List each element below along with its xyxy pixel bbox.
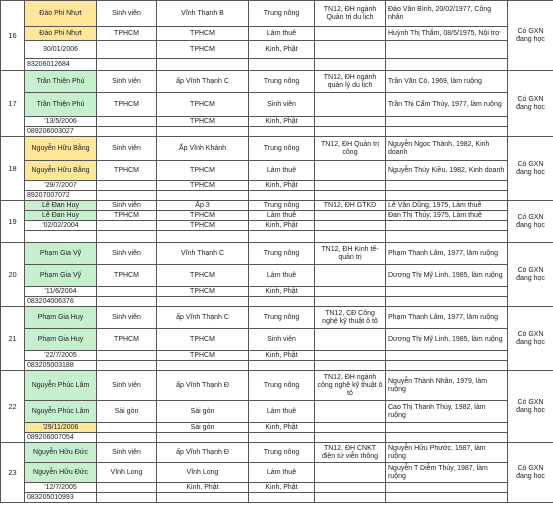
row-number-cell[interactable]: 16 <box>1 1 25 71</box>
gxn-status-cell[interactable]: Có GXN đang học <box>508 307 553 371</box>
table-row <box>1 71 553 93</box>
education-cell[interactable] <box>315 161 386 181</box>
role-cell[interactable] <box>97 433 157 443</box>
gxn-status-cell[interactable]: Có GXN đang học <box>508 137 553 201</box>
place-cell[interactable]: ấp Vĩnh Thạnh C <box>157 71 249 93</box>
relative-cell[interactable] <box>386 191 508 201</box>
name-cell[interactable]: 089206003027 <box>25 127 97 137</box>
relative-cell[interactable] <box>386 287 508 297</box>
table-row <box>1 211 553 221</box>
relative-cell[interactable]: Nguyễn T Diễm Thúy, 1987, làm ruộng <box>386 463 508 483</box>
gxn-status-cell[interactable]: Có GXN đang học <box>508 371 553 443</box>
relative-cell[interactable] <box>386 221 508 231</box>
job-cell[interactable]: Sinh viên <box>249 93 315 117</box>
place-cell[interactable] <box>157 231 249 243</box>
relative-cell[interactable]: Trần Văn Cò, 1969, làm ruộng <box>386 71 508 93</box>
table-row <box>1 117 553 127</box>
education-cell[interactable] <box>315 329 386 351</box>
table-row <box>1 493 553 503</box>
table-row <box>1 27 553 41</box>
place-cell[interactable]: TPHCM <box>157 351 249 361</box>
name-cell[interactable]: Lê Đan Huy <box>25 201 97 211</box>
name-cell[interactable]: Nguyễn Phúc Lâm <box>25 401 97 423</box>
place-cell[interactable]: TPHCM <box>157 27 249 41</box>
table-row <box>1 433 553 443</box>
role-cell[interactable] <box>97 117 157 127</box>
name-cell[interactable]: Trần Thiện Phú <box>25 71 97 93</box>
role-cell[interactable]: Sinh viên <box>97 371 157 401</box>
job-cell[interactable]: Trung nông <box>249 137 315 161</box>
name-cell[interactable]: 083205010993 <box>25 493 97 503</box>
education-cell[interactable]: TN12, ĐH Quản trị công <box>315 137 386 161</box>
table-row <box>1 307 553 329</box>
relative-cell[interactable]: Nguyễn Thành Nhân, 1979, làm ruộng <box>386 371 508 401</box>
table-row <box>1 191 553 201</box>
table-row <box>1 231 553 243</box>
name-cell[interactable]: 30/01/2006 <box>25 41 97 59</box>
role-cell[interactable] <box>97 127 157 137</box>
table-row <box>1 351 553 361</box>
education-cell[interactable] <box>315 127 386 137</box>
relative-cell[interactable]: Nguyễn Thúy Kiều, 1982, Kinh doanh <box>386 161 508 181</box>
table-row <box>1 371 553 401</box>
gxn-status-cell[interactable]: Có GXN đang học <box>508 71 553 137</box>
role-cell[interactable] <box>97 287 157 297</box>
place-cell[interactable]: TPHCM <box>157 221 249 231</box>
relative-cell[interactable] <box>386 297 508 307</box>
relative-cell[interactable]: Đan Thị Thúy, 1975, Làm thuê <box>386 211 508 221</box>
relative-cell[interactable] <box>386 231 508 243</box>
table-row <box>1 161 553 181</box>
relative-cell[interactable]: Nguyễn Hữu Phước, 1987, làm ruộng <box>386 443 508 463</box>
name-cell[interactable]: Phạm Gia Vỹ <box>25 243 97 265</box>
name-cell[interactable]: '22/7/2005 <box>25 351 97 361</box>
role-cell[interactable] <box>97 59 157 71</box>
job-cell[interactable]: Trung nông <box>249 1 315 27</box>
role-cell[interactable]: Vĩnh Long <box>97 463 157 483</box>
role-cell[interactable]: TPHCM <box>97 93 157 117</box>
education-cell[interactable] <box>315 231 386 243</box>
education-cell[interactable] <box>315 433 386 443</box>
place-cell[interactable]: ấp Vĩnh Thạnh Đ <box>157 371 249 401</box>
job-cell[interactable]: Kinh, Phật <box>249 423 315 433</box>
job-cell[interactable]: Trung nông <box>249 71 315 93</box>
relative-cell[interactable] <box>386 181 508 191</box>
role-cell[interactable] <box>97 483 157 493</box>
name-cell[interactable]: 083205003188 <box>25 361 97 371</box>
role-cell[interactable] <box>97 351 157 361</box>
education-cell[interactable] <box>315 265 386 287</box>
role-cell[interactable]: Sinh viên <box>97 137 157 161</box>
table-row <box>1 1 553 27</box>
job-cell[interactable] <box>249 231 315 243</box>
relative-cell[interactable]: Huỳnh Thị Thắm, 08/5/1975, Nội trợ <box>386 27 508 41</box>
role-cell[interactable] <box>97 221 157 231</box>
relative-cell[interactable] <box>386 493 508 503</box>
education-cell[interactable] <box>315 181 386 191</box>
job-cell[interactable]: Kinh, Phật <box>249 181 315 191</box>
table-row <box>1 127 553 137</box>
gxn-status-cell[interactable]: Có GXN đang học <box>508 243 553 307</box>
table-row <box>1 181 553 191</box>
education-cell[interactable] <box>315 493 386 503</box>
place-cell[interactable]: Vĩnh Long <box>157 463 249 483</box>
place-cell[interactable] <box>157 127 249 137</box>
gxn-status-cell[interactable]: Có GXN đang học <box>508 1 553 71</box>
place-cell[interactable]: Sài gòn <box>157 401 249 423</box>
table-row <box>1 201 553 211</box>
place-cell[interactable]: ấp Vĩnh Thạnh C <box>157 307 249 329</box>
name-cell[interactable]: Đào Phi Nhựt <box>25 27 97 41</box>
role-cell[interactable]: Sinh viên <box>97 1 157 27</box>
name-cell[interactable]: '02/02/2004 <box>25 221 97 231</box>
name-cell[interactable]: 89207007072 <box>25 191 97 201</box>
education-cell[interactable] <box>315 287 386 297</box>
gxn-status-cell[interactable]: Có GXN đang học <box>508 201 553 243</box>
education-cell[interactable] <box>315 297 386 307</box>
relative-cell[interactable]: Dương Thị Mỹ Linh, 1985, làm ruộng <box>386 265 508 287</box>
place-cell[interactable]: TPHCM <box>157 287 249 297</box>
name-cell[interactable]: Trần Thiện Phú <box>25 93 97 117</box>
job-cell[interactable]: Làm thuê <box>249 265 315 287</box>
role-cell[interactable]: TPHCM <box>97 265 157 287</box>
table-row <box>1 297 553 307</box>
job-cell[interactable] <box>249 191 315 201</box>
table-row <box>1 221 553 231</box>
table-row <box>1 423 553 433</box>
relative-cell[interactable]: Phạm Thanh Lâm, 1977, làm ruộng <box>386 307 508 329</box>
role-cell[interactable] <box>97 41 157 59</box>
role-cell[interactable]: Sinh viên <box>97 71 157 93</box>
job-cell[interactable] <box>249 361 315 371</box>
education-cell[interactable] <box>315 221 386 231</box>
name-cell[interactable]: Lê Đan Huy <box>25 211 97 221</box>
job-cell[interactable] <box>249 433 315 443</box>
table-row <box>1 41 553 59</box>
place-cell[interactable]: TPHCM <box>157 181 249 191</box>
relative-cell[interactable] <box>386 433 508 443</box>
row-number-cell[interactable]: 18 <box>1 137 25 201</box>
place-cell[interactable]: TPHCM <box>157 329 249 351</box>
role-cell[interactable]: Sinh viên <box>97 243 157 265</box>
row-number-cell[interactable]: 21 <box>1 307 25 371</box>
education-cell[interactable] <box>315 351 386 361</box>
role-cell[interactable]: TPHCM <box>97 329 157 351</box>
education-cell[interactable] <box>315 117 386 127</box>
place-cell[interactable] <box>157 297 249 307</box>
education-cell[interactable]: TN12, ĐH ngành công nghệ kỹ thuật ô tô <box>315 371 386 401</box>
place-cell[interactable]: TPHCM <box>157 161 249 181</box>
job-cell[interactable]: Trung nông <box>249 201 315 211</box>
education-cell[interactable] <box>315 27 386 41</box>
table-row <box>1 243 553 265</box>
table-row <box>1 329 553 351</box>
name-cell[interactable]: '29/7/2007 <box>25 181 97 191</box>
job-cell[interactable] <box>249 59 315 71</box>
relative-cell[interactable]: Phạm Thanh Lâm, 1977, làm ruộng <box>386 243 508 265</box>
education-cell[interactable] <box>315 41 386 59</box>
place-cell[interactable] <box>157 361 249 371</box>
job-cell[interactable]: Trung nông <box>249 443 315 463</box>
education-cell[interactable]: TN12, ĐH Kinh tế-quản trị <box>315 243 386 265</box>
place-cell[interactable]: TPHCM <box>157 93 249 117</box>
place-cell[interactable] <box>157 191 249 201</box>
job-cell[interactable]: Làm thuê <box>249 401 315 423</box>
role-cell[interactable] <box>97 361 157 371</box>
role-cell[interactable] <box>97 493 157 503</box>
relative-cell[interactable] <box>386 117 508 127</box>
relative-cell[interactable] <box>386 361 508 371</box>
relative-cell[interactable]: Lê Văn Dũng, 1975, Làm thuê <box>386 201 508 211</box>
place-cell[interactable]: TPHCM <box>157 211 249 221</box>
place-cell[interactable]: ấp Vĩnh Thạnh Đ <box>157 443 249 463</box>
role-cell[interactable]: Sinh viên <box>97 307 157 329</box>
relative-cell[interactable] <box>386 41 508 59</box>
education-cell[interactable] <box>315 93 386 117</box>
table-row <box>1 137 553 161</box>
education-cell[interactable] <box>315 463 386 483</box>
education-cell[interactable] <box>315 211 386 221</box>
relative-cell[interactable]: Nguyễn Ngọc Thành, 1982, Kinh doanh <box>386 137 508 161</box>
name-cell[interactable]: Phạm Gia Huy <box>25 307 97 329</box>
job-cell[interactable]: Làm thuê <box>249 27 315 41</box>
relative-cell[interactable]: Đào Văn Bình, 20/02/1977, Công nhân <box>386 1 508 27</box>
name-cell[interactable] <box>25 231 97 243</box>
row-number-cell[interactable]: 19 <box>1 201 25 243</box>
row-number-cell[interactable]: 23 <box>1 443 25 503</box>
name-cell[interactable]: 083204006376 <box>25 297 97 307</box>
table-row <box>1 93 553 117</box>
name-cell[interactable]: Nguyễn Hữu Bằng <box>25 137 97 161</box>
education-cell[interactable] <box>315 401 386 423</box>
job-cell[interactable]: Kinh, Phật <box>249 221 315 231</box>
job-cell[interactable] <box>249 493 315 503</box>
row-number-cell[interactable]: 17 <box>1 71 25 137</box>
place-cell[interactable]: Sài gòn <box>157 423 249 433</box>
job-cell[interactable]: Kinh, Phật <box>249 483 315 493</box>
role-cell[interactable] <box>97 423 157 433</box>
education-cell[interactable] <box>315 423 386 433</box>
place-cell[interactable]: TPHCM <box>157 41 249 59</box>
name-cell[interactable]: Nguyễn Hữu Đức <box>25 443 97 463</box>
role-cell[interactable] <box>97 181 157 191</box>
place-cell[interactable]: TPHCM <box>157 265 249 287</box>
role-cell[interactable]: TPHCM <box>97 27 157 41</box>
job-cell[interactable]: Kinh, Phật <box>249 287 315 297</box>
job-cell[interactable]: Làm thuê <box>249 161 315 181</box>
job-cell[interactable]: Làm thuê <box>249 211 315 221</box>
job-cell[interactable]: Làm thuê <box>249 463 315 483</box>
name-cell[interactable]: 089206007054 <box>25 433 97 443</box>
job-cell[interactable]: Kinh, Phật <box>249 351 315 361</box>
relative-cell[interactable] <box>386 127 508 137</box>
name-cell[interactable]: Nguyễn Hữu Đức <box>25 463 97 483</box>
name-cell[interactable]: '29/11/2006 <box>25 423 97 433</box>
gxn-status-cell[interactable]: Có GXN đang học <box>508 443 553 503</box>
table-row <box>1 463 553 483</box>
job-cell[interactable]: Trung nông <box>249 307 315 329</box>
row-number-cell[interactable]: 20 <box>1 243 25 307</box>
place-cell[interactable]: Ấp Vĩnh Khánh <box>157 137 249 161</box>
education-cell[interactable]: TN12, ĐH ngành quản lý du lịch <box>315 71 386 93</box>
table-row <box>1 265 553 287</box>
education-cell[interactable] <box>315 59 386 71</box>
education-cell[interactable]: TN12, ĐH CNKT điện tử viễn thông <box>315 443 386 463</box>
education-cell[interactable]: TN12, ĐH ngành Quản trị du lịch <box>315 1 386 27</box>
place-cell[interactable] <box>157 59 249 71</box>
place-cell[interactable]: Vĩnh Thạnh B <box>157 1 249 27</box>
name-cell[interactable]: Nguyễn Hữu Bằng <box>25 161 97 181</box>
place-cell[interactable]: Ấp 3 <box>157 201 249 211</box>
relative-cell[interactable] <box>386 351 508 361</box>
relative-cell[interactable]: Dương Thị Mỹ Linh, 1985, làm ruộng <box>386 329 508 351</box>
name-cell[interactable]: '12/7/2005 <box>25 483 97 493</box>
place-cell[interactable]: Vĩnh Thạnh C <box>157 243 249 265</box>
table-row <box>1 59 553 71</box>
place-cell[interactable]: TPHCM <box>157 117 249 127</box>
table-row <box>1 443 553 463</box>
education-cell[interactable] <box>315 483 386 493</box>
education-cell[interactable] <box>315 191 386 201</box>
education-cell[interactable]: TN12, CĐ Công nghệ kỹ thuật ô tô <box>315 307 386 329</box>
role-cell[interactable] <box>97 297 157 307</box>
job-cell[interactable]: Trung nông <box>249 243 315 265</box>
name-cell[interactable]: Phạm Gia Vỹ <box>25 265 97 287</box>
relative-cell[interactable] <box>386 483 508 493</box>
place-cell[interactable]: Kinh, Phật <box>157 483 249 493</box>
relative-cell[interactable]: Cao Thị Thanh Thúy, 1982, làm ruộng <box>386 401 508 423</box>
relative-cell[interactable]: Trần Thị Cẩm Thúy, 1977, làm ruộng <box>386 93 508 117</box>
job-cell[interactable] <box>249 297 315 307</box>
table-row <box>1 287 553 297</box>
role-cell[interactable]: TPHCM <box>97 211 157 221</box>
job-cell[interactable]: Sinh viên <box>249 329 315 351</box>
row-number-cell[interactable]: 22 <box>1 371 25 443</box>
place-cell[interactable] <box>157 433 249 443</box>
name-cell[interactable]: Nguyễn Phúc Lâm <box>25 371 97 401</box>
role-cell[interactable]: Sài gòn <box>97 401 157 423</box>
name-cell[interactable]: Phạm Gia Huy <box>25 329 97 351</box>
name-cell[interactable]: '11/6/2004 <box>25 287 97 297</box>
education-cell[interactable] <box>315 361 386 371</box>
table-row <box>1 401 553 423</box>
table-row <box>1 483 553 493</box>
table-row <box>1 361 553 371</box>
job-cell[interactable]: Trung nông <box>249 371 315 401</box>
role-cell[interactable] <box>97 231 157 243</box>
role-cell[interactable]: TPHCM <box>97 161 157 181</box>
job-cell[interactable]: Kinh, Phật <box>249 41 315 59</box>
job-cell[interactable]: Kinh, Phật <box>249 117 315 127</box>
job-cell[interactable] <box>249 127 315 137</box>
relative-cell[interactable] <box>386 423 508 433</box>
name-cell[interactable]: '13/5/2006 <box>25 117 97 127</box>
role-cell[interactable]: Sinh viên <box>97 443 157 463</box>
name-cell[interactable]: 83206012684 <box>25 59 97 71</box>
role-cell[interactable]: Sinh viên <box>97 201 157 211</box>
education-cell[interactable]: TN12, ĐH GTKD <box>315 201 386 211</box>
name-cell[interactable]: Đào Phi Nhựt <box>25 1 97 27</box>
relative-cell[interactable] <box>386 59 508 71</box>
role-cell[interactable] <box>97 191 157 201</box>
place-cell[interactable] <box>157 493 249 503</box>
